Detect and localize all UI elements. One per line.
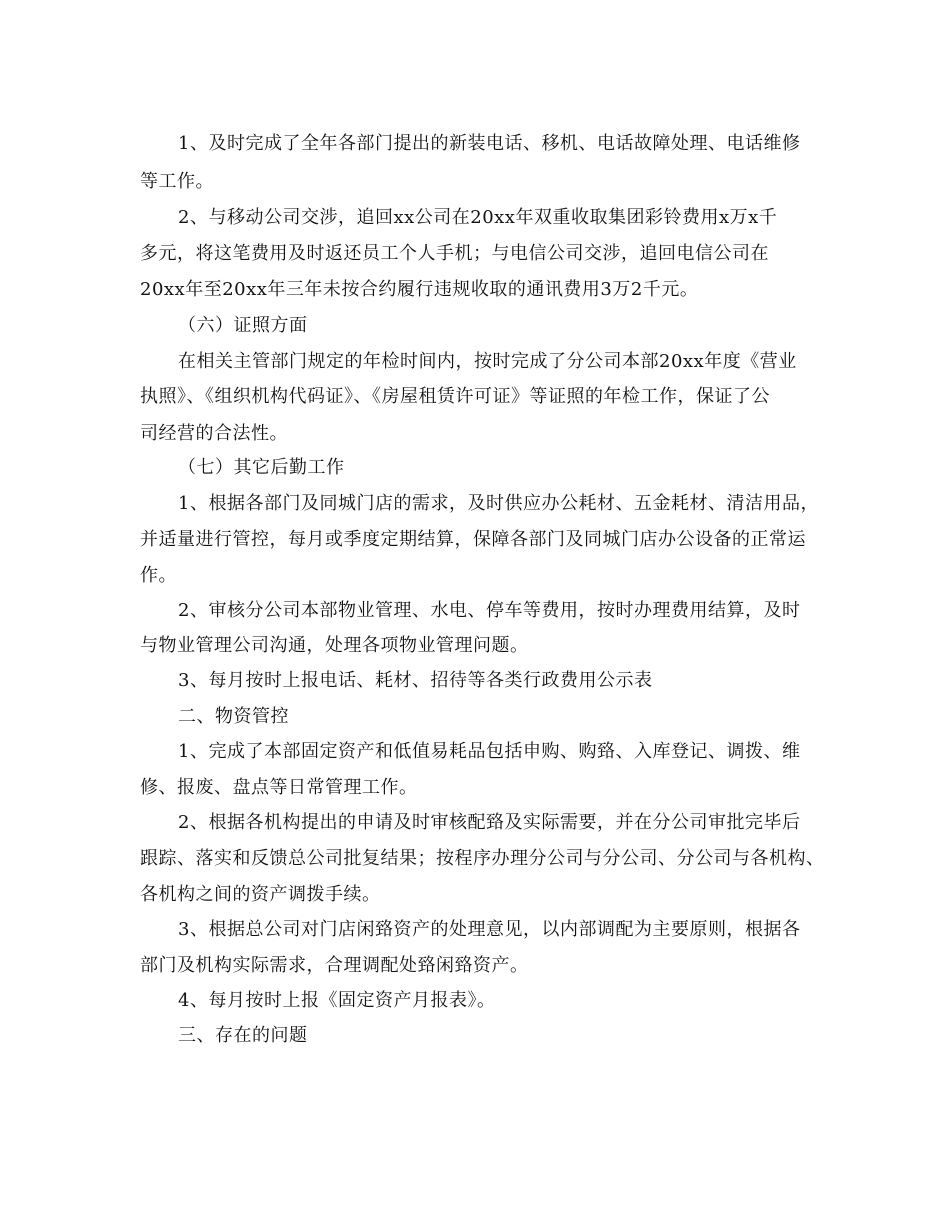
- text-line-4: 多元，将这笔费用及时返还员工个人手机；与电信公司交涉，追回电信公司在: [140, 243, 769, 264]
- text-line-16: 3、每月按时上报电话、耗材、招待等各类行政费用公示表: [178, 670, 653, 691]
- text-line-18: 1、完成了本部固定资产和低值易耗品包括申购、购臵、入库登记、调拨、维: [178, 741, 801, 762]
- text-line-5: 20xx年至20xx年三年未按合约履行违规收取的通讯费用3万2千元。: [140, 279, 699, 300]
- text-line-23: 3、根据总公司对门店闲臵资产的处理意见，以内部调配为主要原则，根据各: [178, 919, 801, 940]
- text-line-15: 与物业管理公司沟通，处理各项物业管理问题。: [140, 635, 529, 656]
- text-line-20: 2、根据各机构提出的申请及时审核配臵及实际需要，并在分公司审批完毕后: [178, 812, 801, 833]
- text-line-2: 等工作。: [140, 171, 214, 192]
- section-heading-3: 三、存在的问题: [178, 1025, 308, 1046]
- text-line-22: 各机构之间的资产调拨手续。: [140, 884, 381, 905]
- text-line-13: 作。: [140, 565, 177, 586]
- text-line-3: 2、与移动公司交涉，追回xx公司在20xx年双重收取集团彩铃费用x万x千: [178, 207, 778, 228]
- section-heading-2: 二、物资管控: [178, 706, 289, 727]
- text-line-11: 1、根据各部门及同城门店的需求，及时供应办公耗材、五金耗材、清洁用品，: [178, 493, 819, 514]
- text-line-8: 执照》、《组织机构代码证》、《房屋租赁许可证》等证照的年检工作，保证了公: [140, 386, 770, 407]
- text-line-24: 部门及机构实际需求，合理调配处臵闲臵资产。: [140, 955, 529, 976]
- text-line-21: 跟踪、落实和反馈总公司批复结果；按程序办理分公司与分公司、分公司与各机构、: [140, 848, 825, 869]
- text-line-19: 修、报废、盘点等日常管理工作。: [140, 777, 418, 798]
- text-line-7: 在相关主管部门规定的年检时间内，按时完成了分公司本部20xx年度《营业: [178, 351, 797, 372]
- text-line-14: 2、审核分公司本部物业管理、水电、停车等费用，按时办理费用结算，及时: [178, 600, 801, 621]
- text-line-1: 1、及时完成了全年各部门提出的新装电话、移机、电话故障处理、电话维修: [178, 133, 801, 154]
- text-line-25: 4、每月按时上报《固定资产月报表》。: [178, 990, 496, 1011]
- section-heading-7: （七）其它后勤工作: [178, 457, 345, 478]
- text-line-9: 司经营的合法性。: [140, 423, 288, 444]
- text-line-12: 并适量进行管控，每月或季度定期结算，保障各部门及同城门店办公设备的正常运: [140, 529, 806, 550]
- section-heading-6: （六）证照方面: [178, 315, 308, 336]
